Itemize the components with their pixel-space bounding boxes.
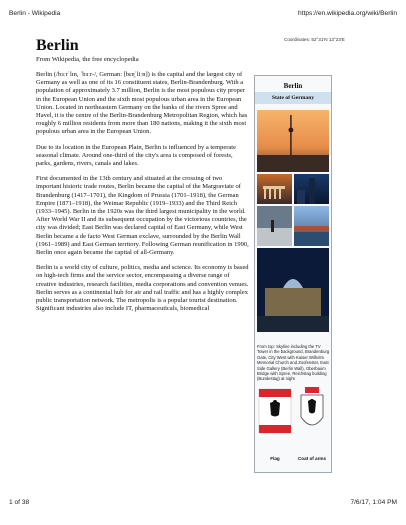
flag-block: [257, 381, 293, 461]
print-header: [9, 10, 397, 22]
header-url[interactable]: https://en.wikipedia.org/wiki/Berlin: [298, 10, 397, 17]
infobox: [254, 75, 332, 473]
montage-caption: From top: Skyline including the TV Tower in the background, Brandenburg Gate, City West with Kaiser Wilhelm Memorial Church and Zoofenster, East Side Gallery (Berlin Wall), Oberbaum Bridge with Spree, Reichstag building (Bundestag) at night: [257, 344, 330, 382]
paragraph-history: First documented in the 13th century and situated at the crossing of two important historic trade routes, Berlin became the capital of the Margraviate of Brandenburg (1417–1701), the Kingdom of Prussia (1701–1918), the German Empire (1871–1918), the Weimar Republic (1919–1933) and the Third Reich (1933–1945). Berlin in the 1920s was the third largest municipality in the world. After World War II and its subsequent occupation by the victorious countries, the city was divided; East Berlin was declared capital of East Germany, while West Berlin became a de facto West German exclave, surrounded by the Berlin Wall (1961–1989) and East German territory. Following German reunification in 1990, Berlin once again became the capital of all-Germany.: [36, 175, 249, 257]
coordinates-text[interactable]: Coordinates: 52°31′N 13°23′E: [284, 37, 345, 42]
page-title: Berlin: [36, 37, 79, 54]
infobox-subtitle: State of Germany: [255, 92, 331, 104]
paragraph-climate: Due to its location in the European Plain, Berlin is influenced by a temperate seasonal climate. Around one-third of the city's area is composed of forests, parks, gardens, rivers, canals and lakes.: [36, 143, 236, 168]
flag-label: Flag: [270, 456, 280, 461]
paragraph-intro: Berlin (/bɜːrˈlɪn, ˈbɜːr-/, German: [bɛɐ̯ˈliːn]) is the capital and the largest city of Germany as well as one of its 16 constituent states, Berlin-Brandenburg. With a population of approximately 3.7 million, Berlin is the most populous city proper in the European Union and the sixth most populous urban area in the European Union. Located in northeastern Germany on the banks of the rivers Spree and Havel, it is the centre of the Berlin-Brandenburg Metropolitan Region, which has roughly 6 million residents from more than 180 nations, making it the sixth most populous urban area in the European Union.: [36, 71, 248, 136]
page-subtitle: From Wikipedia, the free encyclopedia: [36, 56, 139, 63]
coat-of-arms-block: [295, 381, 329, 461]
berlin-flag-image[interactable]: [257, 381, 293, 441]
article-body: [36, 71, 249, 320]
coat-of-arms-label: Coat of arms: [297, 456, 327, 461]
infobox-title: Berlin: [283, 82, 303, 90]
header-page-title: Berlin - Wikipedia: [9, 10, 61, 17]
city-montage-image[interactable]: [257, 110, 329, 332]
footer-timestamp: 7/6/17, 1:04 PM: [350, 499, 397, 506]
print-footer: [9, 499, 397, 511]
paragraph-economy: Berlin is a world city of culture, politics, media and science. Its economy is based on high-tech firms and the service sector, encompassing a diverse range of creative industries, research facilities, media corporations and convention venues. Berlin serves as a continental hub for air and rail traffic and has a highly complex public transportation network. The metropolis is a popular tourist destination. Significant industries also include IT, pharmaceuticals, biomedical: [36, 264, 249, 313]
berlin-coat-of-arms-image[interactable]: [295, 381, 329, 441]
footer-page-number: 1 of 38: [9, 499, 30, 506]
